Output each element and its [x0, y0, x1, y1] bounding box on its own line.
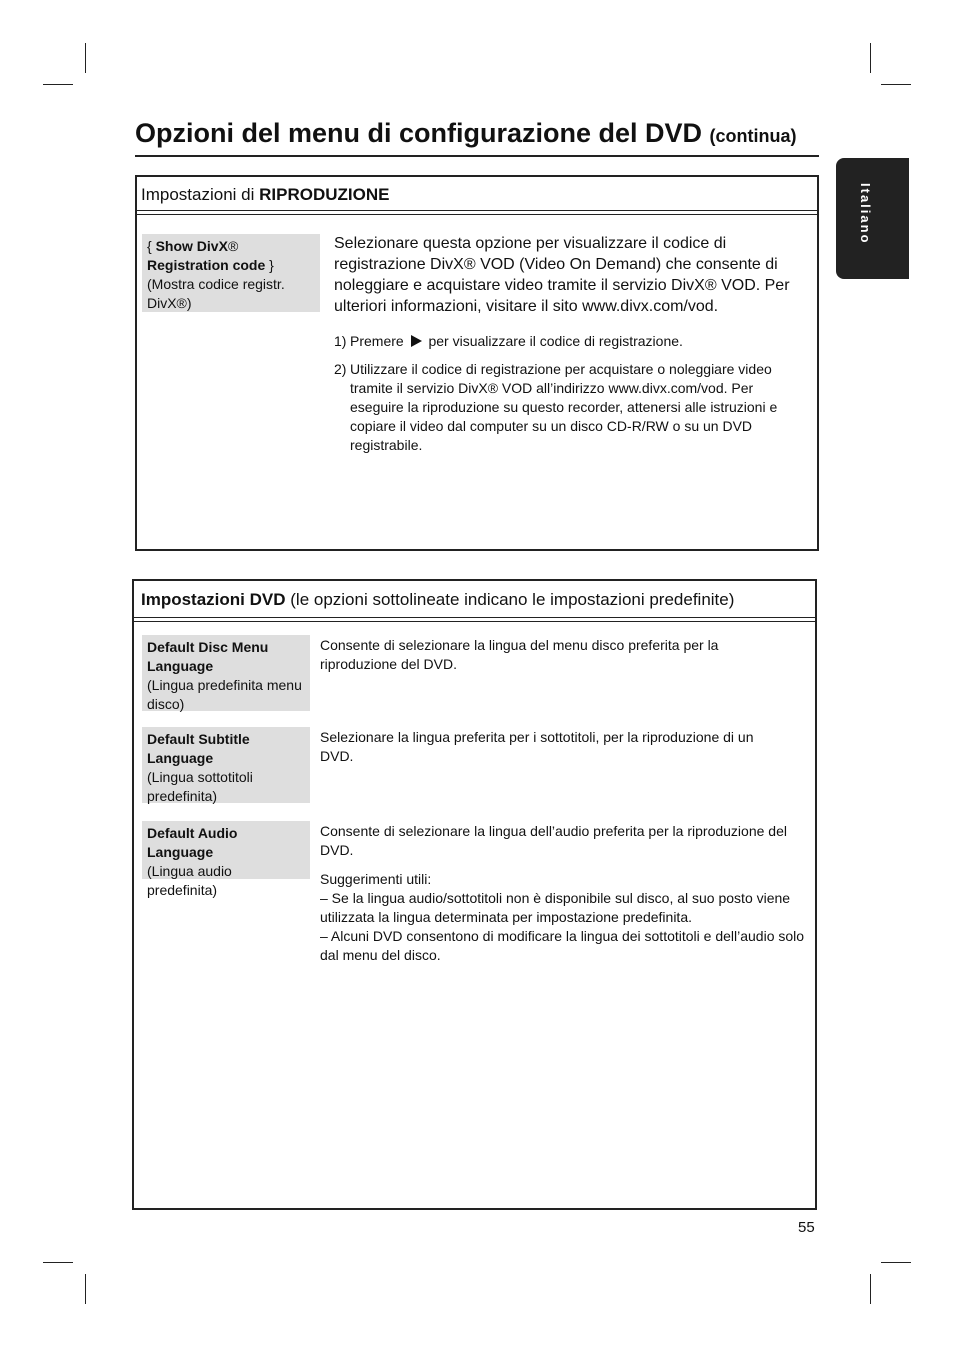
brace-close: }	[269, 257, 274, 273]
reg-mark: ®	[227, 238, 239, 254]
dvd-heading-note: (le opzioni sottolineate indicano le impostazioni predefinite)	[290, 590, 735, 609]
option-name: Default Subtitle Language	[147, 731, 250, 766]
page-title-main: Opzioni del menu di configurazione del DVD	[135, 118, 703, 148]
show-divx-label	[142, 234, 320, 312]
audio-language-label	[142, 821, 310, 898]
option-name-part2: Registration code	[147, 257, 266, 273]
page-title	[135, 116, 819, 157]
disc-menu-language-label	[142, 635, 310, 711]
playback-settings-header	[137, 177, 817, 211]
option-name: Default Disc Menu Language	[147, 639, 269, 674]
language-tab-label: Italiano	[858, 183, 873, 245]
crop-mark	[881, 84, 911, 85]
audio-language-description: Consente di selezionare la lingua dell’audio preferita per la riproduzione del DVD.	[320, 823, 787, 858]
step-1-post: per visualizzare il codice di registrazione.	[428, 333, 683, 349]
playback-settings-box	[135, 175, 819, 551]
dvd-settings-box	[132, 579, 817, 1210]
step-2-text: Utilizzare il codice di registrazione per acquistare o noleggiare video tramite il servizio DivX® VOD all’indirizzo www.divx.com/vod. Per eseguire la riproduzione su questo recorder, attenersi alle istruzioni e copiare il video dal computer su un disco CD-R/RW o su un DVD registrabile.	[350, 361, 778, 453]
subtitle-language-description: Selezionare la lingua preferita per i sottotitoli, per la riproduzione di un DVD.	[320, 729, 754, 764]
step-1-number: 1)	[334, 333, 347, 349]
option-translation: (Lingua audio predefinita)	[147, 863, 232, 898]
option-translation: (Lingua sottotitoli predefinita)	[147, 769, 253, 804]
crop-mark	[43, 84, 73, 85]
tip-1: – Se la lingua audio/sottotitoli non è disponibile sul disco, al suo posto viene utilizzata la lingua determinata per impostazione predefinita.	[320, 890, 791, 925]
tips	[320, 870, 814, 965]
step-1-pre: Premere	[350, 333, 404, 349]
step-1	[334, 332, 809, 351]
step-2-number: 2)	[334, 361, 347, 377]
tips-title: Suggerimenti utili:	[320, 871, 432, 887]
step-2	[334, 360, 809, 455]
crop-mark	[870, 43, 871, 73]
subtitle-language-label	[142, 727, 310, 803]
brace-open: {	[147, 238, 152, 254]
playback-heading-bold: RIPRODUZIONE	[259, 185, 390, 204]
crop-mark	[870, 1274, 871, 1304]
crop-mark	[43, 1262, 73, 1263]
playback-heading-prefix: Impostazioni di	[141, 185, 255, 204]
page-number: 55	[798, 1219, 815, 1236]
option-translation: (Mostra codice registr. DivX®)	[147, 276, 285, 311]
crop-mark	[85, 1274, 86, 1304]
option-name-part1: Show DivX	[155, 238, 228, 254]
play-icon	[411, 335, 422, 347]
language-tab	[836, 158, 909, 279]
page-title-suffix: (continua)	[709, 126, 797, 146]
show-divx-description: Selezionare questa opzione per visualizzare il codice di registrazione DivX® VOD (Video On Demand) che consente di noleggiare e acquistare video tramite il servizio DivX® VOD. Per ulteriori informazioni, visitare il sito www.divx.com/vod.	[334, 235, 790, 315]
tip-2: – Alcuni DVD consentono di modificare la lingua dei sottotitoli e dell’audio solo dal menu del disco.	[320, 928, 805, 963]
crop-mark	[85, 43, 86, 73]
option-translation: (Lingua predefinita menu disco)	[147, 677, 302, 712]
dvd-heading-bold: Impostazioni DVD	[141, 590, 286, 609]
option-name: Default Audio Language	[147, 825, 238, 860]
dvd-settings-header	[134, 581, 815, 618]
disc-menu-language-description: Consente di selezionare la lingua del menu disco preferita per la riproduzione del DVD.	[320, 637, 719, 672]
crop-mark	[881, 1262, 911, 1263]
